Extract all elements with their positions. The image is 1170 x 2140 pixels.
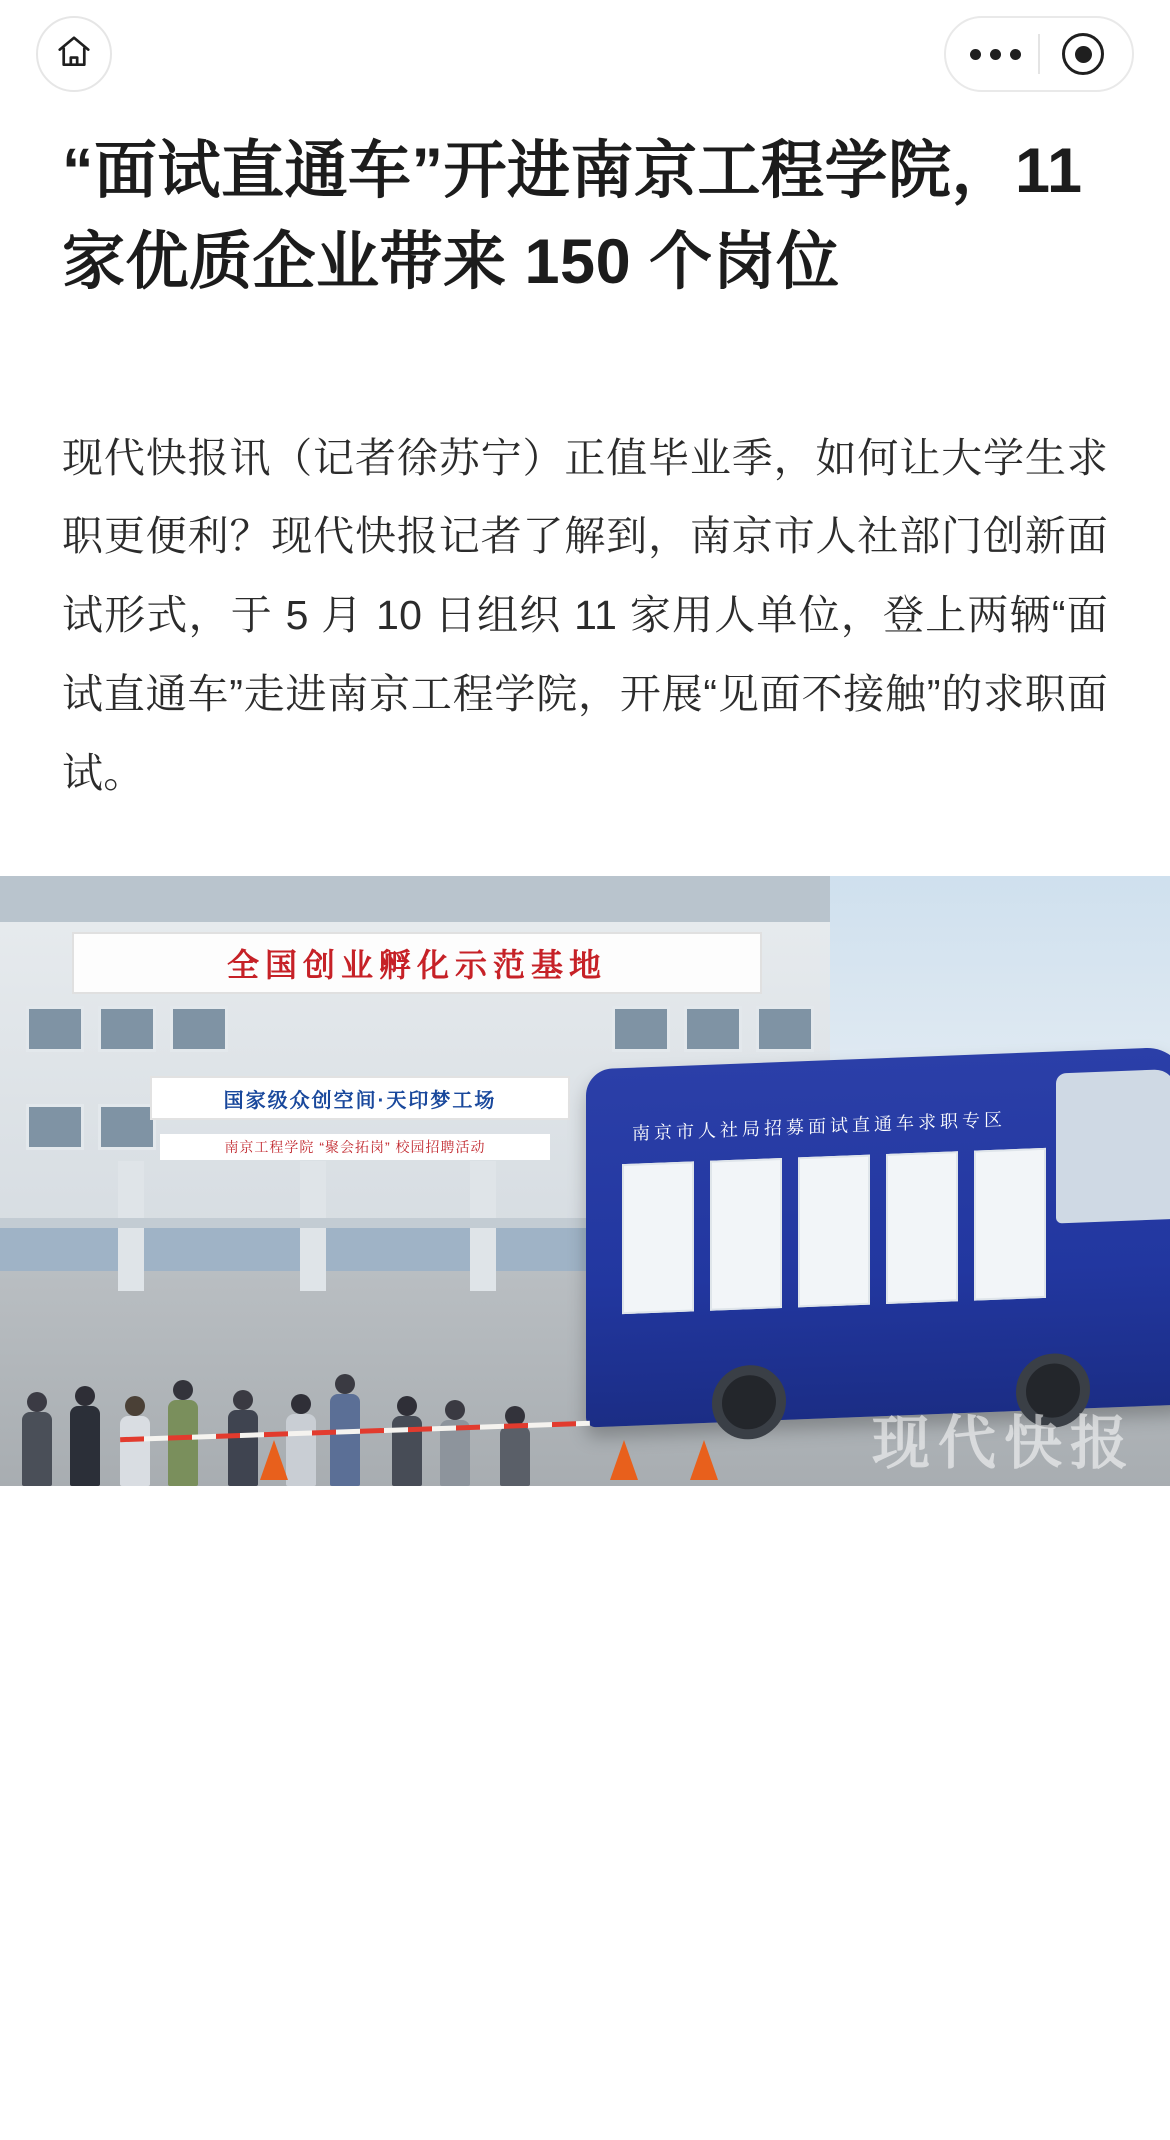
close-mini-program-button[interactable] — [1040, 18, 1126, 90]
photo-traffic-cone — [690, 1440, 718, 1480]
photo-building-upper-floor — [0, 876, 830, 922]
photo-person — [168, 1380, 198, 1486]
photo-person — [22, 1392, 52, 1486]
photo-person — [70, 1386, 100, 1486]
photo-secondary-sign — [150, 1076, 570, 1120]
photo-bus-poster — [798, 1155, 870, 1308]
photo-tertiary-sign — [160, 1134, 550, 1160]
article-container — [0, 126, 1170, 812]
photo-person — [500, 1406, 530, 1486]
photo-bus-text: 南京市人社局招募面试直通车求职专区 — [632, 1109, 1006, 1145]
photo-window-row — [26, 1104, 156, 1150]
photo-recruitment-bus — [586, 1047, 1170, 1428]
more-options-button[interactable] — [952, 18, 1038, 90]
photo-bus-poster — [710, 1158, 782, 1311]
photo-banner-text: 全国创业孵化示范基地 — [226, 946, 607, 985]
capsule-menu — [944, 16, 1134, 92]
article-body-paragraph: 现代快报讯（记者徐苏宁）正值毕业季，如何让大学生求职更便利？现代快报记者了解到，南京市人社部门创新面试形式，于 5 月 10 日组织 11 家用人单位，登上两辆“面试直通车”走进南京工程学院，开展“见面不接触”的求职面试。 — [62, 434, 1108, 796]
photo-person — [228, 1390, 258, 1486]
photo-bus-windshield — [1056, 1069, 1170, 1224]
photo-bus-poster — [974, 1148, 1046, 1301]
photo-person — [392, 1396, 422, 1486]
photo-traffic-cone — [610, 1440, 638, 1480]
photo-secondary-sign-text: 国家级众创空间·天印梦工场 — [223, 1089, 497, 1112]
more-options-icon — [970, 49, 1021, 60]
article-headline: “面试直通车”开进南京工程学院，11 家优质企业带来 150 个岗位 — [62, 136, 1083, 298]
home-button[interactable] — [36, 16, 112, 92]
photo-bus-poster — [886, 1152, 958, 1305]
photo-traffic-cone — [260, 1440, 288, 1480]
photo-bus-poster — [622, 1162, 694, 1315]
photo-pillar — [118, 1161, 144, 1291]
photo-banner-sign — [72, 932, 762, 994]
target-circle-icon — [1062, 33, 1104, 75]
mini-program-header — [0, 0, 1170, 108]
photo-person — [440, 1400, 470, 1486]
photo-window-row — [26, 1006, 228, 1052]
photo-person — [286, 1394, 316, 1486]
photo-tertiary-sign-text: 南京工程学院 “聚会拓岗” 校园招聘活动 — [224, 1139, 486, 1156]
photo-pillar — [300, 1161, 326, 1291]
photo-pillar — [470, 1161, 496, 1291]
home-icon — [55, 33, 93, 76]
photo-window-row — [612, 1006, 814, 1052]
article-photo — [0, 876, 1170, 1486]
photo-watermark: 现代快报 — [871, 1409, 1136, 1478]
